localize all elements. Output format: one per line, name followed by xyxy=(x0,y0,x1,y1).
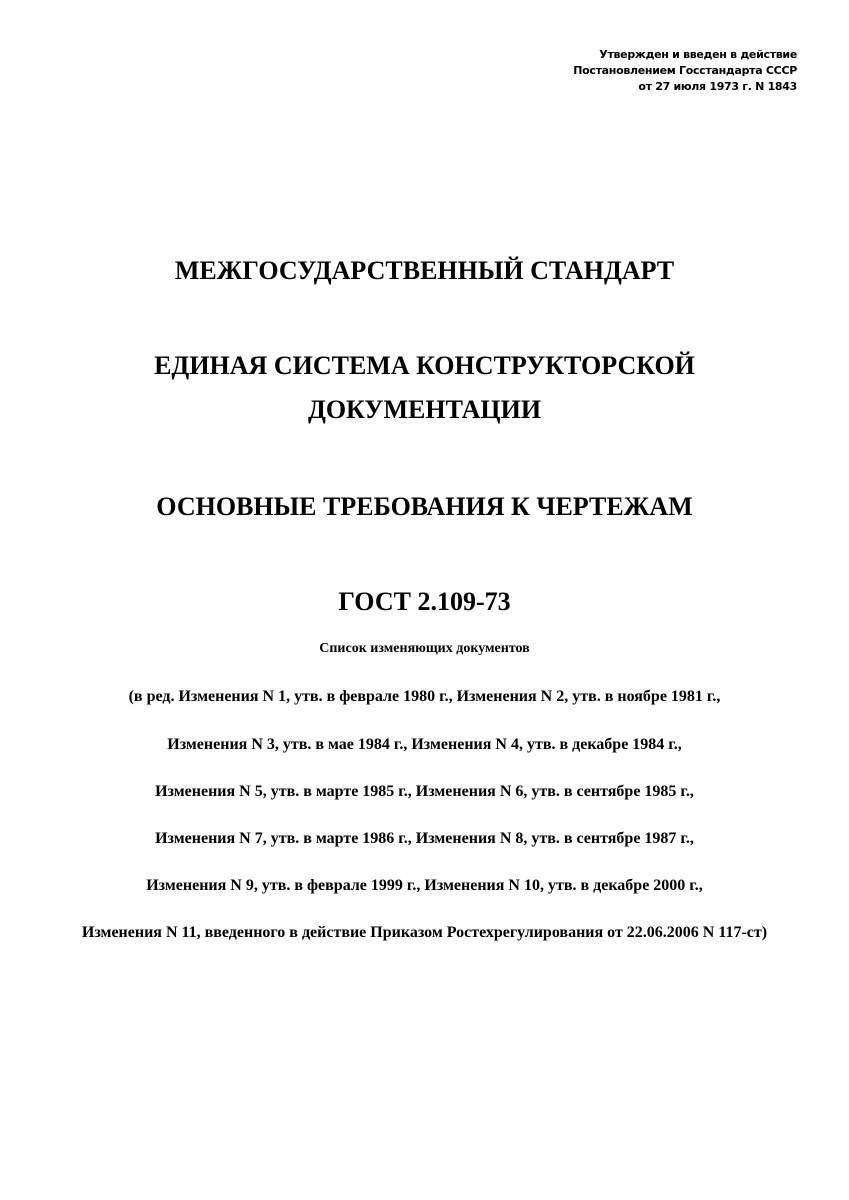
change-line: Изменения N 11, введенного в действие Приказом Ростехрегулирования от 22.06.2006 N 117-ст) xyxy=(81,924,768,941)
changes-list-header: Список изменяющих документов xyxy=(319,641,530,656)
approval-line: от 27 июля 1973 г. N 1843 xyxy=(638,80,797,93)
subject-title: ОСНОВНЫЕ ТРЕБОВАНИЯ К ЧЕРТЕЖАМ xyxy=(156,492,693,521)
approval-note xyxy=(573,47,797,95)
change-line: (в ред. Изменения N 1, утв. в феврале 1980 г., Изменения N 2, утв. в ноябре 1981 г., xyxy=(128,688,721,705)
change-line: Изменения N 7, утв. в марте 1986 г., Изменения N 8, утв. в сентябре 1987 г., xyxy=(155,830,694,847)
change-line: Изменения N 9, утв. в феврале 1999 г., Изменения N 10, утв. в декабре 2000 г., xyxy=(146,877,703,894)
change-line: Изменения N 5, утв. в марте 1985 г., Изменения N 6, утв. в сентябре 1985 г., xyxy=(155,783,694,800)
approval-line: Постановлением Госстандарта СССР xyxy=(573,64,797,77)
approval-line: Утвержден и введен в действие xyxy=(599,48,797,61)
system-title-line: ДОКУМЕНТАЦИИ xyxy=(307,395,542,424)
system-title-line: ЕДИНАЯ СИСТЕМА КОНСТРУКТОРСКОЙ xyxy=(154,351,695,380)
standard-type-heading: МЕЖГОСУДАРСТВЕННЫЙ СТАНДАРТ xyxy=(174,256,675,285)
change-line: Изменения N 3, утв. в мае 1984 г., Изменения N 4, утв. в декабре 1984 г., xyxy=(167,736,682,753)
standard-code: ГОСТ 2.109-73 xyxy=(338,587,511,616)
